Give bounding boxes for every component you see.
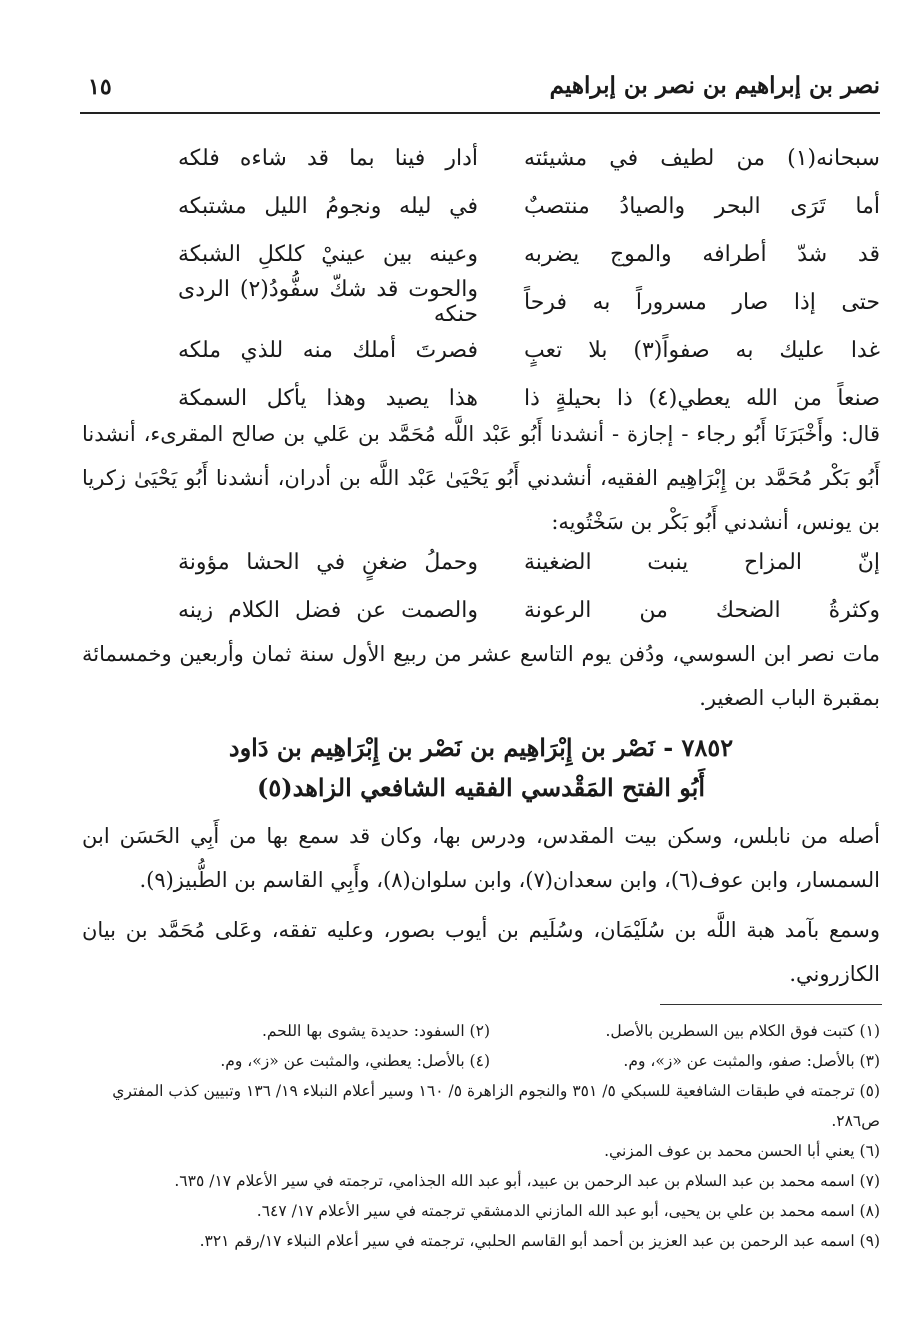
verse-hemistich-1: قد شدّ أطرافه والموج يضربه <box>524 241 880 267</box>
footnote: (٢) السفود: حديدة يشوى بها اللحم. <box>261 1022 490 1040</box>
verse-hemistich-1: غدا عليك به صفواً(٣) بلا تعبٍ <box>524 337 880 363</box>
verse-hemistich-1: إنّ المزاح ينبت الضغينة <box>524 549 880 575</box>
footnote: (٤) بالأصل: يعطني، والمثبت عن «ز»، وم. <box>220 1052 490 1070</box>
entry-title: ٧٨٥٢ - نَصْر بن إِبْرَاهِيم بن نَصْر بن إِبْرَاهِيم بن دَاود <box>228 733 734 762</box>
footnote-row <box>70 1016 880 1046</box>
verse-hemistich-1: صنعاً من الله يعطي(٤) ذا بحيلةٍ ذا <box>524 385 880 411</box>
death-paragraph: مات نصر ابن السوسي، ودُفن يوم التاسع عشر من ربيع الأول سنة ثمان وأربعين وخمسمائة بمقبرة الباب الصغير. <box>82 642 880 710</box>
verse-hemistich-2: والصمت عن فضل الكلام زينه <box>178 597 478 623</box>
verse-hemistich-2: في ليله ونجومُ الليل مشتبكه <box>178 193 478 219</box>
verse-hemistich-1: سبحانه(١) من لطيف في مشيئته <box>524 145 880 171</box>
footnote-row <box>70 1166 880 1196</box>
verse-hemistich-2: أدار فينا بما قد شاءه فلكه <box>178 145 478 171</box>
isnad-block <box>82 412 880 544</box>
verse <box>82 326 880 374</box>
verse <box>82 182 880 230</box>
verse <box>82 230 880 278</box>
verse <box>82 134 880 182</box>
footnote: (٦) يعني أبا الحسن محمد بن عوف المزني. <box>604 1142 880 1160</box>
footnote-row <box>70 1046 880 1076</box>
footnote: (٧) اسمه محمد بن عبد السلام بن عبد الرحمن بن عبيد، أبو عبد الله الجذامي، ترجمته في سير الأعلام ١٧/ ٦٣٥. <box>174 1172 880 1190</box>
running-title: نصر بن إبراهيم بن نصر بن إبراهيم <box>549 72 880 99</box>
verse <box>82 538 880 586</box>
footnote-row <box>70 1226 880 1256</box>
footnote: (٥) ترجمته في طبقات الشافعية للسبكي ٥/ ٣٥١ والنجوم الزاهرة ٥/ ١٦٠ وسير أعلام النبلاء ١٩/ ١٣٦ وتبيين كذب المفتري ص٢٨٦. <box>112 1082 880 1130</box>
verse <box>82 278 880 326</box>
footnote-row <box>70 1076 880 1136</box>
footnotes <box>70 1016 880 1256</box>
poem-2 <box>82 538 880 634</box>
isnad-paragraph: قال: وأَخْبَرَنَا أَبُو رجاء - إجازة - أنشدنا أَبُو عَبْد اللَّه مُحَمَّد بن عَلي بن صالح المقرىء، أنشدنا أَبُو بَكْر مُحَمَّد بن إِبْرَاهِيم الفقيه، أنشدني أَبُو يَحْيَىٰ عَبْد اللَّه بن أدران، أنشدنا أَبُو يَحْيَىٰ زكريا بن يونس، أنشدني أَبُو بَكْر بن سَخْتُويه: <box>82 422 880 534</box>
footnote-row <box>70 1196 880 1226</box>
footnote: (١) كتبت فوق الكلام بين السطرين بالأصل. <box>605 1022 880 1040</box>
footnote: (٩) اسمه عبد الرحمن بن عبد العزيز بن أحمد أبو القاسم الحلبي، ترجمته في سير أعلام النبلاء ١٧/رقم ٣٢١. <box>199 1232 880 1250</box>
verse-hemistich-2: وعينه بين عينيْ كلكلِ الشبكة <box>178 241 478 267</box>
entry-paragraph: وسمع بآمد هبة اللَّه بن سُلَيْمَان، وسُلَيم بن أيوب بصور، وعليه تفقه، وعَلى مُحَمَّد بن بيان الكازروني. <box>82 918 880 986</box>
verse-hemistich-2: هذا يصيد وهذا يأكل السمكة <box>178 385 478 411</box>
page-number: ١٥ <box>88 74 112 100</box>
verse <box>82 586 880 634</box>
death-block <box>82 632 880 720</box>
verse-hemistich-1: أما تَرَى البحر والصيادُ منتصبٌ <box>524 193 880 219</box>
entry-heading <box>82 728 880 808</box>
footnote: (٨) اسمه محمد بن علي بن يحيى، أبو عبد الله المازني الدمشقي ترجمته في سير الأعلام ١٧/ ٦٤٧. <box>256 1202 880 1220</box>
footnote-rule <box>660 1004 882 1005</box>
page-header <box>80 70 880 106</box>
header-rule <box>80 112 880 114</box>
verse-hemistich-1: وكثرةُ الضحك من الرعونة <box>524 597 880 623</box>
verse-hemistich-2: وحملُ ضغنٍ في الحشا مؤونة <box>178 549 478 575</box>
footnote-row <box>70 1136 880 1166</box>
verse-hemistich-1: حتى إذا صار مسروراً به فرحاً <box>524 289 880 315</box>
entry-subtitle: أَبُو الفتح المَقْدسي الفقيه الشافعي الزاهد(٥) <box>257 773 705 802</box>
entry-paragraph: أصله من نابلس، وسكن بيت المقدس، ودرس بها، وكان قد سمع بها من أَبِي الحَسَن ابن السمسار، وابن عوف(٦)، وابن سعدان(٧)، وابن سلوان(٨)، وأَبِي القاسم بن الطُّبيز(٩). <box>82 824 880 892</box>
verse-hemistich-2: فصرتَ أملك منه للذي ملكه <box>178 337 478 363</box>
footnote: (٣) بالأصل: صفو، والمثبت عن «ز»، وم. <box>623 1052 880 1070</box>
verse-hemistich-2: والحوت قد شكّ سفُّودُ(٢) الردى حنكه <box>178 277 479 327</box>
poem-1 <box>82 134 880 422</box>
entry-body <box>82 814 880 996</box>
